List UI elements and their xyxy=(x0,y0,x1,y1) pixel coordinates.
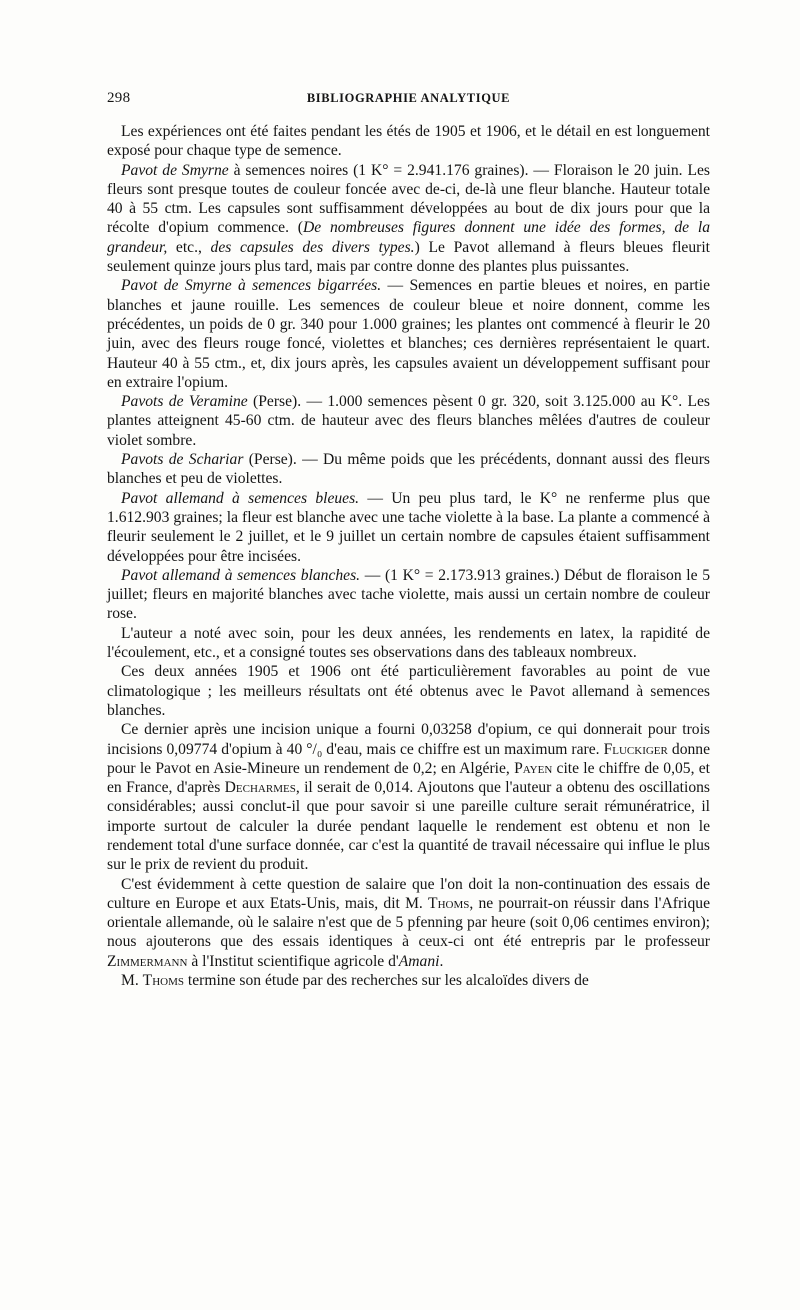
variety-name: Pavots de Schariar xyxy=(121,451,244,469)
paragraph-smyrne-noires xyxy=(107,161,710,277)
paragraph-text: , ne pourrait-on réussir dans l'Afrique orientale allemande, où le salaire n'est que de 5 pfenning par heure (soit 0,06 centimes environ); nous ajouterons que des essais identiques à ceux-ci ont été entrepris par le professeur xyxy=(107,894,710,951)
paragraph-text: à l'Institut scientifique agricole d' xyxy=(187,952,399,970)
variety-name: Pavot de Smyrne à semences bigarrées. xyxy=(121,277,382,295)
paragraph-schariar xyxy=(107,450,710,489)
paragraph-text: — (1 K° = 2.173.913 graines.) Début de floraison le 5 juillet; fleurs en majorité blanches avec tache violette, mais aussi un certain nombre de couleur rose. xyxy=(107,566,711,623)
paragraph-intro: Les expériences ont été faites pendant les étés de 1905 et 1906, et le détail en est longuement exposé pour chaque type de semence. xyxy=(107,123,710,160)
paragraph-text: (Perse). — 1.000 semences pèsent 0 gr. 320, soit 3.125.000 au K°. Les plantes atteignent 45-60 ctm. de hauteur avec des fleurs blanches mêlées d'autres de couleur violet sombre. xyxy=(107,393,710,449)
variety-name: Pavot allemand à semences blanches. xyxy=(121,566,361,584)
paragraph-text: termine son étude par des recherches sur les alcaloïdes divers de xyxy=(183,972,589,990)
author-name: Payen xyxy=(514,759,553,777)
variety-name: Pavot de Smyrne xyxy=(121,161,229,179)
paragraph-text: — Semences en partie bleues et noires, en partie blanches et jaune rouille. Les semences de couleur bleue et noire donnent, comme les précédentes, un poids de 0 gr. 340 pour 1.000 graines; les plantes ont commencé à fleurir le 20 juin, avec des fleurs rouge foncé, violettes et blanches; ces dernières représentaient le quart. Hauteur 40 à 55 ctm., et, dix jours après, les capsules avaient un développement suffisant pour en extraire l'opium. xyxy=(107,277,710,391)
figure-note: des capsules des divers types. xyxy=(210,238,415,256)
paragraph-wages xyxy=(107,875,710,971)
paragraph-text: Ce dernier après une incision unique a fourni 0,03258 d'opium, ce qui donnerait pour trois incisions 0,09774 d'opium à 40 °/₀ d'eau, mais ce chiffre est un maximum rare. xyxy=(107,721,710,758)
place-name: Amani xyxy=(398,952,440,970)
paragraph-results: Ces deux années 1905 et 1906 ont été particulièrement favorables au point de vue climatologique ; les meilleurs résultats ont été obtenus avec le Pavot allemand à semences blanches. xyxy=(107,663,710,719)
paragraph-veramine xyxy=(107,392,710,450)
paragraph-smyrne-bigarrees xyxy=(107,276,710,392)
paragraph-text: . xyxy=(439,952,444,970)
figure-note-etc: etc., xyxy=(167,238,211,256)
paragraph-text: (Perse). — Du même poids que les précédents, donnant aussi des fleurs blanches et peu de violettes. xyxy=(107,451,710,488)
author-name: Zimmermann xyxy=(107,952,188,970)
paragraph-text: — Un peu plus tard, le K° ne renferme plus que 1.612.903 graines; la fleur est blanche avec une tache violette à la base. La plante a commencé à fleurir seulement le 2 juillet, et le 9 juillet un certain nombre de capsules étaient suffisamment développées pour être incisées. xyxy=(107,489,710,565)
page-number: 298 xyxy=(107,90,131,106)
variety-name: Pavot allemand à semences bleues. xyxy=(121,489,360,507)
paragraph-text: C'est évidemment à cette question de salaire que l'on doit la non-continuation des essais de culture en Europe et aux Etats-Unis, mais, dit M. xyxy=(107,875,710,912)
paragraph-alkaloids xyxy=(107,971,710,990)
paragraph-allemand-bleues xyxy=(107,489,710,566)
paragraph-allemand-blanches xyxy=(107,566,710,624)
article-body xyxy=(107,122,710,990)
paragraph-text: ) Le Pavot allemand à fleurs bleues fleurit seulement quinze jours plus tard, mais par contre donne des plantes plus puissantes. xyxy=(107,238,710,276)
variety-name: Pavots de Veramine xyxy=(121,393,248,411)
author-name: Decharmes xyxy=(224,779,296,797)
paragraph-text: cite le chiffre de 0,05, et en France, d'après xyxy=(107,759,710,797)
paragraph-text: , il serait de 0,014. Ajoutons que l'auteur a obtenu des oscillations considérables; aussi conclut-il que pour savoir si une pareille culture serait rémunératrice, il importe surtout de calculer la durée pendant laquelle le rendement est obtenu et non le rendement total d'une surface donnée, car c'est la quantité de travail nécessaire qui influe le plus sur le prix de revient du produit. xyxy=(107,779,710,874)
author-name: Thoms xyxy=(428,894,470,912)
figure-note: De nombreuses figures donnent une idée des formes, de la grandeur, xyxy=(107,219,710,256)
paragraph-text: à semences noires (1 K° = 2.941.176 graines). — Floraison le 20 juin. Les fleurs sont presque toutes de couleur foncée avec de-ci, de-là une fleur blanche. Hauteur totale 40 à 55 ctm. Les capsules sont suffisamment développées au bout de dix jours pour que la récolte d'opium commence. ( xyxy=(107,161,710,237)
running-title: BIBLIOGRAPHIE ANALYTIQUE xyxy=(306,91,511,105)
author-name: Fluckiger xyxy=(603,740,668,758)
author-name: Thoms xyxy=(142,972,184,990)
paragraph-observations: L'auteur a noté avec soin, pour les deux années, les rendements en latex, la rapidité de l'écoulement, etc., et a consigné toutes ses observations dans des tableaux nombreux. xyxy=(107,624,710,662)
paragraph-yield xyxy=(107,720,710,874)
paragraph-text: donne pour le Pavot en Asie-Mineure un rendement de 0,2; en Algérie, xyxy=(107,740,711,777)
page-header xyxy=(107,89,710,111)
paragraph-text: M. xyxy=(121,972,143,990)
